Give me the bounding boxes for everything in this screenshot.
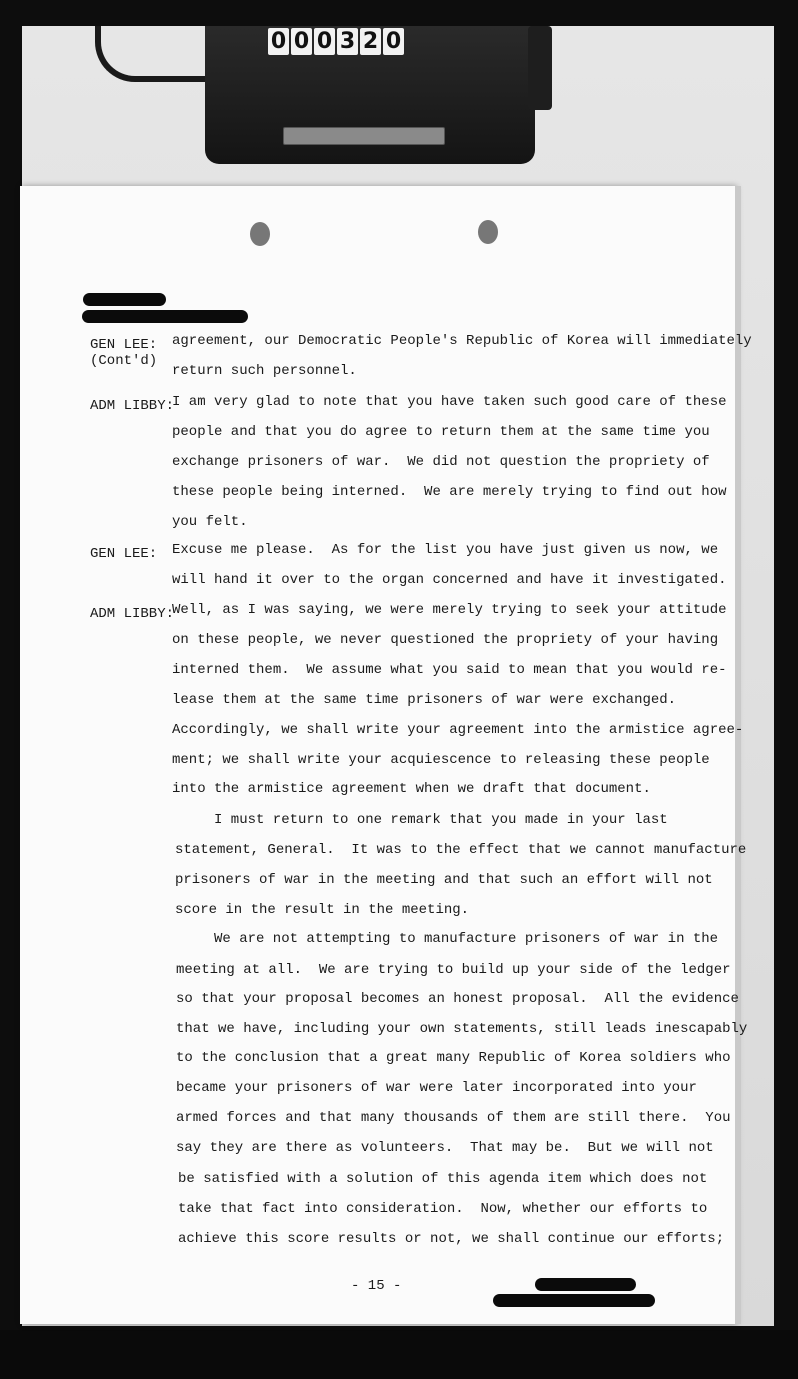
- text-line: exchange prisoners of war. We did not question the propriety of: [172, 454, 710, 470]
- text-line: people and that you do agree to return them at the same time you: [172, 424, 710, 440]
- text-line: agreement, our Democratic People's Republic of Korea will immediately: [172, 333, 752, 349]
- text-line: Excuse me please. As for the list you have just given us now, we: [172, 542, 719, 558]
- counter-digit: 0: [291, 28, 312, 55]
- text-line: achieve this score results or not, we shall continue our efforts;: [178, 1231, 725, 1247]
- counter-digit: 0: [268, 28, 289, 55]
- redaction-mark: [82, 310, 248, 323]
- speaker-label-continued: (Cont'd): [90, 353, 158, 369]
- text-line: to the conclusion that a great many Republic of Korea soldiers who: [176, 1050, 731, 1066]
- page-number: - 15 -: [351, 1278, 402, 1294]
- text-line: return such personnel.: [172, 363, 357, 379]
- speaker-label: ADM LIBBY:: [90, 398, 175, 414]
- text-line: became your prisoners of war were later incorporated into your: [176, 1080, 697, 1096]
- counter-digit: 3: [337, 28, 358, 55]
- redaction-mark: [493, 1294, 655, 1307]
- counter-cable: [95, 26, 216, 82]
- counter-digit: 0: [314, 28, 335, 55]
- text-line: that we have, including your own statements, still leads inescapably: [176, 1021, 748, 1037]
- text-line: Accordingly, we shall write your agreement into the armistice agree-: [172, 722, 744, 738]
- text-line: take that fact into consideration. Now, whether our efforts to: [178, 1201, 708, 1217]
- text-line: score in the result in the meeting.: [175, 902, 470, 918]
- text-line: meeting at all. We are trying to build up your side of the ledger: [176, 962, 731, 978]
- text-line: We are not attempting to manufacture prisoners of war in the: [214, 931, 719, 947]
- text-line: lease them at the same time prisoners of war were exchanged.: [172, 692, 677, 708]
- text-line: say they are there as volunteers. That may be. But we will not: [176, 1140, 714, 1156]
- text-line: will hand it over to the organ concerned and have it investigated.: [172, 572, 727, 588]
- counter-knob: [528, 26, 552, 110]
- text-line: I am very glad to note that you have taken such good care of these: [172, 394, 727, 410]
- counter-digit: 0: [383, 28, 404, 55]
- text-line: on these people, we never questioned the propriety of your having: [172, 632, 719, 648]
- text-line: I must return to one remark that you made in your last: [214, 812, 668, 828]
- counter-digit: 2: [360, 28, 381, 55]
- speaker-label: GEN LEE:: [90, 337, 158, 353]
- text-line: you felt.: [172, 514, 248, 530]
- text-line: be satisfied with a solution of this agenda item which does not: [178, 1171, 708, 1187]
- text-line: armed forces and that many thousands of them are still there. You: [176, 1110, 731, 1126]
- text-line: statement, General. It was to the effect that we cannot manufacture: [175, 842, 747, 858]
- text-line: so that your proposal becomes an honest proposal. All the evidence: [176, 991, 739, 1007]
- film-border: [0, 1330, 798, 1379]
- page-edge: [735, 186, 741, 1324]
- frame-counter-digits: [268, 28, 404, 55]
- text-line: interned them. We assume what you said to mean that you would re-: [172, 662, 727, 678]
- speaker-label: ADM LIBBY:: [90, 606, 175, 622]
- speaker-label: GEN LEE:: [90, 546, 158, 562]
- punch-hole: [250, 222, 270, 246]
- text-line: Well, as I was saying, we were merely trying to seek your attitude: [172, 602, 727, 618]
- text-line: ment; we shall write your acquiescence to releasing these people: [172, 752, 710, 768]
- text-line: these people being interned. We are merely trying to find out how: [172, 484, 727, 500]
- redaction-mark: [83, 293, 166, 306]
- text-line: prisoners of war in the meeting and that such an effort will not: [175, 872, 713, 888]
- punch-hole: [478, 220, 498, 244]
- redaction-mark: [535, 1278, 636, 1291]
- counter-plate: [283, 127, 445, 145]
- text-line: into the armistice agreement when we draft that document.: [172, 781, 651, 797]
